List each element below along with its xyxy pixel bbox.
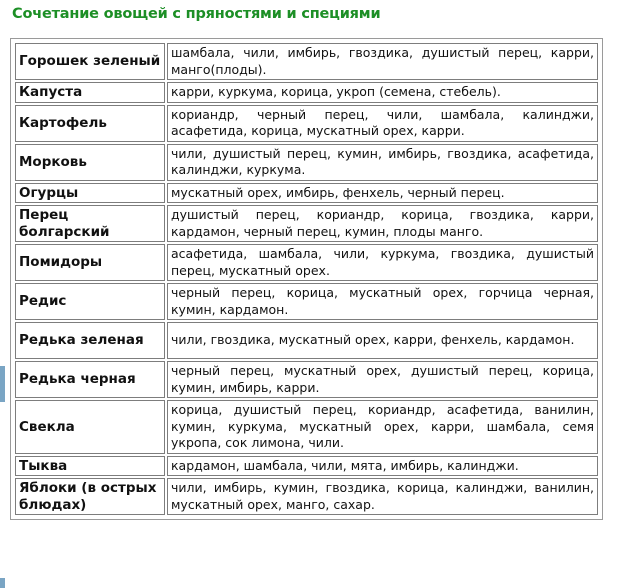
spices-cell: карри, куркума, корица, укроп (семена, стебель). [167, 82, 598, 103]
table-row [15, 322, 598, 359]
table-row [15, 478, 598, 515]
table-row [15, 144, 598, 181]
vegetable-cell: Редис [15, 283, 165, 320]
table-row [15, 105, 598, 142]
table-row [15, 400, 598, 454]
vegetable-cell: Картофель [15, 105, 165, 142]
sidebar-tab[interactable] [0, 366, 5, 402]
vegetable-cell: Помидоры [15, 244, 165, 281]
vegetable-cell: Перец болгарский [15, 205, 165, 242]
spices-cell: мускатный орех, имбирь, фенхель, черный перец. [167, 183, 598, 204]
spices-cell: чили, душистый перец, кумин, имбирь, гвоздика, асафетида, калинджи, куркума. [167, 144, 598, 181]
vegetable-cell: Горошек зеленый [15, 43, 165, 80]
spices-cell: черный перец, мускатный орех, душистый перец, корица, кумин, имбирь, карри. [167, 361, 598, 398]
vegetable-cell: Морковь [15, 144, 165, 181]
spices-cell: кориандр, черный перец, чили, шамбала, калинджи, асафетида, корица, мускатный орех, карри. [167, 105, 598, 142]
table-row [15, 183, 598, 204]
vegetable-cell: Яблоки (в острых блюдах) [15, 478, 165, 515]
spice-table [13, 41, 600, 517]
sidebar-tab-bottom[interactable] [0, 578, 5, 588]
spice-table-frame [10, 38, 603, 520]
table-row [15, 205, 598, 242]
spices-cell: асафетида, шамбала, чили, куркума, гвоздика, душистый перец, мускатный орех. [167, 244, 598, 281]
vegetable-cell: Редька зеленая [15, 322, 165, 359]
vegetable-cell: Тыква [15, 456, 165, 477]
table-row [15, 361, 598, 398]
table-row [15, 43, 598, 80]
spices-cell: кардамон, шамбала, чили, мята, имбирь, калинджи. [167, 456, 598, 477]
spices-cell: душистый перец, кориандр, корица, гвоздика, карри, кардамон, черный перец, кумин, плоды манго. [167, 205, 598, 242]
table-row [15, 244, 598, 281]
spices-cell: чили, гвоздика, мускатный орех, карри, фенхель, кардамон. [167, 322, 598, 359]
spices-cell: чили, имбирь, кумин, гвоздика, корица, калинджи, ванилин, мускатный орех, манго, сахар. [167, 478, 598, 515]
spices-cell: корица, душистый перец, кориандр, асафетида, ванилин, кумин, куркума, мускатный орех, карри, шамбала, семя укропа, сок лимона, чили. [167, 400, 598, 454]
vegetable-cell: Редька черная [15, 361, 165, 398]
spices-cell: шамбала, чили, имбирь, гвоздика, душистый перец, карри, манго(плоды). [167, 43, 598, 80]
table-row [15, 283, 598, 320]
table-row [15, 456, 598, 477]
spices-cell: черный перец, корица, мускатный орех, горчица черная, кумин, кардамон. [167, 283, 598, 320]
table-row [15, 82, 598, 103]
page-title: Сочетание овощей с пряностями и специями [12, 6, 381, 22]
vegetable-cell: Капуста [15, 82, 165, 103]
vegetable-cell: Свекла [15, 400, 165, 454]
vegetable-cell: Огурцы [15, 183, 165, 204]
